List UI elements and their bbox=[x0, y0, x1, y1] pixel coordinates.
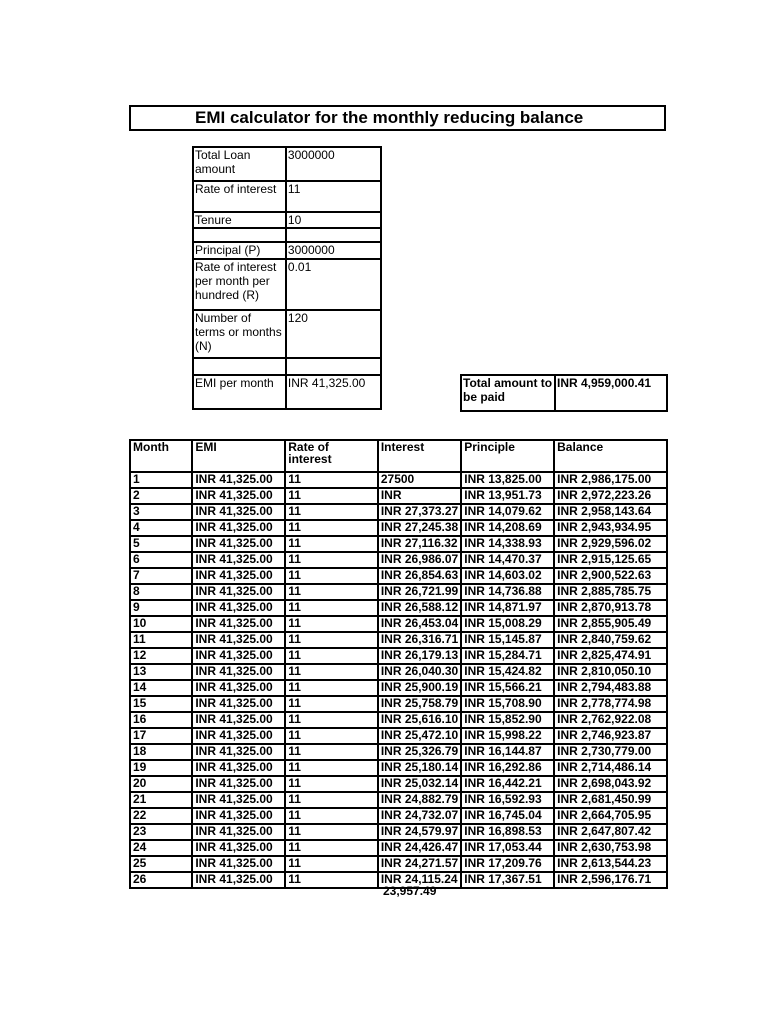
balance-cell: INR 2,613,544.23 bbox=[554, 856, 667, 872]
rate-cell: 11 bbox=[285, 472, 378, 488]
month-cell: 26 bbox=[130, 872, 192, 888]
table-row bbox=[130, 808, 667, 824]
rate-cell: 11 bbox=[285, 760, 378, 776]
interest-cell: INR 26,721.99 bbox=[378, 584, 461, 600]
table-row bbox=[130, 488, 667, 504]
balance-cell: INR 2,986,175.00 bbox=[554, 472, 667, 488]
emi-cell: INR 41,325.00 bbox=[192, 792, 285, 808]
balance-cell: INR 2,746,923.87 bbox=[554, 728, 667, 744]
table-row bbox=[130, 776, 667, 792]
param-row bbox=[193, 212, 381, 228]
rate-cell: 11 bbox=[285, 840, 378, 856]
month-cell: 11 bbox=[130, 632, 192, 648]
principle-cell: INR 16,292.86 bbox=[461, 760, 554, 776]
param-value: 11 bbox=[286, 181, 381, 212]
emi-cell: INR 41,325.00 bbox=[192, 808, 285, 824]
param-row bbox=[193, 242, 381, 259]
emi-cell: INR 41,325.00 bbox=[192, 824, 285, 840]
principle-cell: INR 13,825.00 bbox=[461, 472, 554, 488]
param-label: Rate of interest per month per hundred (R) bbox=[193, 259, 286, 310]
month-cell: 2 bbox=[130, 488, 192, 504]
total-label: Total amount to be paid bbox=[461, 375, 555, 411]
balance-cell: INR 2,730,779.00 bbox=[554, 744, 667, 760]
balance-cell: INR 2,825,474.91 bbox=[554, 648, 667, 664]
interest-cell: INR 24,579.97 bbox=[378, 824, 461, 840]
rate-cell: 11 bbox=[285, 728, 378, 744]
interest-cell: INR 26,986.07 bbox=[378, 552, 461, 568]
rate-cell: 11 bbox=[285, 568, 378, 584]
emi-cell: INR 41,325.00 bbox=[192, 552, 285, 568]
param-row bbox=[193, 228, 381, 242]
principle-cell: INR 17,053.44 bbox=[461, 840, 554, 856]
principle-cell: INR 14,079.62 bbox=[461, 504, 554, 520]
balance-cell: INR 2,972,223.26 bbox=[554, 488, 667, 504]
balance-cell: INR 2,647,807.42 bbox=[554, 824, 667, 840]
emi-cell: INR 41,325.00 bbox=[192, 568, 285, 584]
emi-cell: INR 41,325.00 bbox=[192, 520, 285, 536]
rate-cell: 11 bbox=[285, 808, 378, 824]
interest-cell: INR 27,245.38 bbox=[378, 520, 461, 536]
param-row bbox=[193, 358, 381, 375]
param-label: Total Loan amount bbox=[193, 147, 286, 181]
rate-cell: 11 bbox=[285, 744, 378, 760]
table-row bbox=[130, 568, 667, 584]
interest-cell: INR 25,032.14 bbox=[378, 776, 461, 792]
emi-cell: INR 41,325.00 bbox=[192, 728, 285, 744]
balance-cell: INR 2,794,483.88 bbox=[554, 680, 667, 696]
principle-cell: INR 15,008.29 bbox=[461, 616, 554, 632]
rate-cell: 11 bbox=[285, 488, 378, 504]
param-label: Number of terms or months (N) bbox=[193, 310, 286, 358]
param-row bbox=[193, 310, 381, 358]
emi-cell: INR 41,325.00 bbox=[192, 584, 285, 600]
principle-cell: INR 15,145.87 bbox=[461, 632, 554, 648]
emi-cell: INR 41,325.00 bbox=[192, 648, 285, 664]
emi-cell: INR 41,325.00 bbox=[192, 760, 285, 776]
interest-cell: INR 25,758.79 bbox=[378, 696, 461, 712]
month-cell: 16 bbox=[130, 712, 192, 728]
emi-cell: INR 41,325.00 bbox=[192, 600, 285, 616]
interest-cell: INR 26,588.12 bbox=[378, 600, 461, 616]
balance-cell: INR 2,630,753.98 bbox=[554, 840, 667, 856]
rate-cell: 11 bbox=[285, 504, 378, 520]
table-row bbox=[130, 648, 667, 664]
interest-cell: INR 24,426.47 bbox=[378, 840, 461, 856]
interest-cell: INR 26,316.71 bbox=[378, 632, 461, 648]
month-cell: 24 bbox=[130, 840, 192, 856]
emi-cell: INR 41,325.00 bbox=[192, 680, 285, 696]
emi-cell: INR 41,325.00 bbox=[192, 664, 285, 680]
table-row bbox=[130, 536, 667, 552]
principle-cell: INR 15,852.90 bbox=[461, 712, 554, 728]
page-title: EMI calculator for the monthly reducing balance bbox=[129, 105, 666, 131]
principle-cell: INR 17,367.51 bbox=[461, 872, 554, 888]
balance-cell: INR 2,778,774.98 bbox=[554, 696, 667, 712]
balance-cell: INR 2,900,522.63 bbox=[554, 568, 667, 584]
rate-cell: 11 bbox=[285, 872, 378, 888]
table-row bbox=[130, 728, 667, 744]
month-cell: 5 bbox=[130, 536, 192, 552]
param-row bbox=[193, 181, 381, 212]
column-header: Balance bbox=[554, 440, 667, 472]
interest-cell: INR 25,326.79 bbox=[378, 744, 461, 760]
emi-cell: INR 41,325.00 bbox=[192, 616, 285, 632]
table-row bbox=[130, 680, 667, 696]
table-row bbox=[130, 744, 667, 760]
emi-cell: INR 41,325.00 bbox=[192, 744, 285, 760]
interest-cell: INR bbox=[378, 488, 461, 504]
emi-schedule-table bbox=[129, 439, 668, 889]
rate-cell: 11 bbox=[285, 536, 378, 552]
principle-cell: INR 16,898.53 bbox=[461, 824, 554, 840]
month-cell: 10 bbox=[130, 616, 192, 632]
table-row bbox=[130, 840, 667, 856]
table-row bbox=[130, 712, 667, 728]
table-row bbox=[130, 504, 667, 520]
balance-cell: INR 2,958,143.64 bbox=[554, 504, 667, 520]
rate-cell: 11 bbox=[285, 792, 378, 808]
total-row bbox=[461, 375, 667, 411]
column-header: Rate of interest bbox=[285, 440, 378, 472]
table-row bbox=[130, 600, 667, 616]
param-label: EMI per month bbox=[193, 375, 286, 409]
principle-cell: INR 14,871.97 bbox=[461, 600, 554, 616]
balance-cell: INR 2,915,125.65 bbox=[554, 552, 667, 568]
param-value: 3000000 bbox=[286, 242, 381, 259]
principle-cell: INR 14,470.37 bbox=[461, 552, 554, 568]
month-cell: 3 bbox=[130, 504, 192, 520]
param-value: 10 bbox=[286, 212, 381, 228]
interest-cell: INR 24,732.07 bbox=[378, 808, 461, 824]
rate-cell: 11 bbox=[285, 856, 378, 872]
param-label: Rate of interest bbox=[193, 181, 286, 212]
month-cell: 8 bbox=[130, 584, 192, 600]
interest-cell: INR 26,854.63 bbox=[378, 568, 461, 584]
rate-cell: 11 bbox=[285, 616, 378, 632]
param-label bbox=[193, 228, 286, 242]
balance-cell: INR 2,596,176.71 bbox=[554, 872, 667, 888]
table-row bbox=[130, 584, 667, 600]
param-value bbox=[286, 358, 381, 375]
emi-cell: INR 41,325.00 bbox=[192, 488, 285, 504]
principle-cell: INR 14,736.88 bbox=[461, 584, 554, 600]
table-row bbox=[130, 472, 667, 488]
principle-cell: INR 16,144.87 bbox=[461, 744, 554, 760]
balance-cell: INR 2,810,050.10 bbox=[554, 664, 667, 680]
principle-cell: INR 16,592.93 bbox=[461, 792, 554, 808]
rate-cell: 11 bbox=[285, 600, 378, 616]
param-row bbox=[193, 375, 381, 409]
emi-cell: INR 41,325.00 bbox=[192, 536, 285, 552]
param-value: 3000000 bbox=[286, 147, 381, 181]
balance-cell: INR 2,714,486.14 bbox=[554, 760, 667, 776]
total-amount-table bbox=[460, 374, 668, 412]
emi-cell: INR 41,325.00 bbox=[192, 856, 285, 872]
rate-cell: 11 bbox=[285, 712, 378, 728]
principle-cell: INR 14,603.02 bbox=[461, 568, 554, 584]
balance-cell: INR 2,943,934.95 bbox=[554, 520, 667, 536]
interest-cell: 27500 bbox=[378, 472, 461, 488]
overflow-cell-text: 23,957.49 bbox=[383, 884, 437, 898]
balance-cell: INR 2,664,705.95 bbox=[554, 808, 667, 824]
interest-cell: INR 26,179.13 bbox=[378, 648, 461, 664]
param-value: 0.01 bbox=[286, 259, 381, 310]
balance-cell: INR 2,885,785.75 bbox=[554, 584, 667, 600]
month-cell: 18 bbox=[130, 744, 192, 760]
interest-cell: INR 26,453.04 bbox=[378, 616, 461, 632]
month-cell: 4 bbox=[130, 520, 192, 536]
balance-cell: INR 2,762,922.08 bbox=[554, 712, 667, 728]
param-label: Principal (P) bbox=[193, 242, 286, 259]
column-header: Interest bbox=[378, 440, 461, 472]
interest-cell: INR 27,373.27 bbox=[378, 504, 461, 520]
principle-cell: INR 15,284.71 bbox=[461, 648, 554, 664]
interest-cell: INR 24,271.57 bbox=[378, 856, 461, 872]
balance-cell: INR 2,681,450.99 bbox=[554, 792, 667, 808]
table-row bbox=[130, 760, 667, 776]
emi-cell: INR 41,325.00 bbox=[192, 712, 285, 728]
month-cell: 22 bbox=[130, 808, 192, 824]
month-cell: 19 bbox=[130, 760, 192, 776]
param-value bbox=[286, 228, 381, 242]
principle-cell: INR 16,442.21 bbox=[461, 776, 554, 792]
emi-cell: INR 41,325.00 bbox=[192, 872, 285, 888]
interest-cell: INR 24,115.24 bbox=[378, 872, 461, 888]
interest-cell: INR 25,616.10 bbox=[378, 712, 461, 728]
interest-cell: INR 26,040.30 bbox=[378, 664, 461, 680]
principle-cell: INR 14,338.93 bbox=[461, 536, 554, 552]
principle-cell: INR 15,424.82 bbox=[461, 664, 554, 680]
table-row bbox=[130, 664, 667, 680]
rate-cell: 11 bbox=[285, 664, 378, 680]
principle-cell: INR 14,208.69 bbox=[461, 520, 554, 536]
month-cell: 25 bbox=[130, 856, 192, 872]
month-cell: 17 bbox=[130, 728, 192, 744]
rate-cell: 11 bbox=[285, 824, 378, 840]
principle-cell: INR 16,745.04 bbox=[461, 808, 554, 824]
month-cell: 21 bbox=[130, 792, 192, 808]
month-cell: 7 bbox=[130, 568, 192, 584]
principle-cell: INR 15,998.22 bbox=[461, 728, 554, 744]
balance-cell: INR 2,855,905.49 bbox=[554, 616, 667, 632]
param-label bbox=[193, 358, 286, 375]
interest-cell: INR 27,116.32 bbox=[378, 536, 461, 552]
principle-cell: INR 17,209.76 bbox=[461, 856, 554, 872]
rate-cell: 11 bbox=[285, 632, 378, 648]
month-cell: 23 bbox=[130, 824, 192, 840]
loan-parameters-table bbox=[192, 146, 382, 410]
emi-cell: INR 41,325.00 bbox=[192, 696, 285, 712]
month-cell: 6 bbox=[130, 552, 192, 568]
principle-cell: INR 15,566.21 bbox=[461, 680, 554, 696]
table-row bbox=[130, 792, 667, 808]
interest-cell: INR 24,882.79 bbox=[378, 792, 461, 808]
emi-cell: INR 41,325.00 bbox=[192, 632, 285, 648]
param-value: INR 41,325.00 bbox=[286, 375, 381, 409]
param-label: Tenure bbox=[193, 212, 286, 228]
month-cell: 14 bbox=[130, 680, 192, 696]
month-cell: 12 bbox=[130, 648, 192, 664]
interest-cell: INR 25,180.14 bbox=[378, 760, 461, 776]
table-row bbox=[130, 616, 667, 632]
emi-cell: INR 41,325.00 bbox=[192, 472, 285, 488]
table-row bbox=[130, 696, 667, 712]
balance-cell: INR 2,698,043.92 bbox=[554, 776, 667, 792]
interest-cell: INR 25,472.10 bbox=[378, 728, 461, 744]
balance-cell: INR 2,870,913.78 bbox=[554, 600, 667, 616]
emi-cell: INR 41,325.00 bbox=[192, 840, 285, 856]
month-cell: 13 bbox=[130, 664, 192, 680]
rate-cell: 11 bbox=[285, 520, 378, 536]
total-value: INR 4,959,000.41 bbox=[555, 375, 667, 411]
table-row bbox=[130, 632, 667, 648]
balance-cell: INR 2,840,759.62 bbox=[554, 632, 667, 648]
balance-cell: INR 2,929,596.02 bbox=[554, 536, 667, 552]
column-header: EMI bbox=[192, 440, 285, 472]
table-row bbox=[130, 520, 667, 536]
month-cell: 9 bbox=[130, 600, 192, 616]
month-cell: 15 bbox=[130, 696, 192, 712]
column-header: Principle bbox=[461, 440, 554, 472]
rate-cell: 11 bbox=[285, 552, 378, 568]
principle-cell: INR 15,708.90 bbox=[461, 696, 554, 712]
param-row bbox=[193, 259, 381, 310]
emi-cell: INR 41,325.00 bbox=[192, 776, 285, 792]
month-cell: 20 bbox=[130, 776, 192, 792]
emi-cell: INR 41,325.00 bbox=[192, 504, 285, 520]
rate-cell: 11 bbox=[285, 584, 378, 600]
rate-cell: 11 bbox=[285, 680, 378, 696]
rate-cell: 11 bbox=[285, 776, 378, 792]
rate-cell: 11 bbox=[285, 648, 378, 664]
interest-cell: INR 25,900.19 bbox=[378, 680, 461, 696]
rate-cell: 11 bbox=[285, 696, 378, 712]
column-header: Month bbox=[130, 440, 192, 472]
principle-cell: INR 13,951.73 bbox=[461, 488, 554, 504]
table-row bbox=[130, 856, 667, 872]
param-value: 120 bbox=[286, 310, 381, 358]
param-row bbox=[193, 147, 381, 181]
month-cell: 1 bbox=[130, 472, 192, 488]
table-row bbox=[130, 552, 667, 568]
schedule-header-row bbox=[130, 440, 667, 472]
table-row bbox=[130, 824, 667, 840]
